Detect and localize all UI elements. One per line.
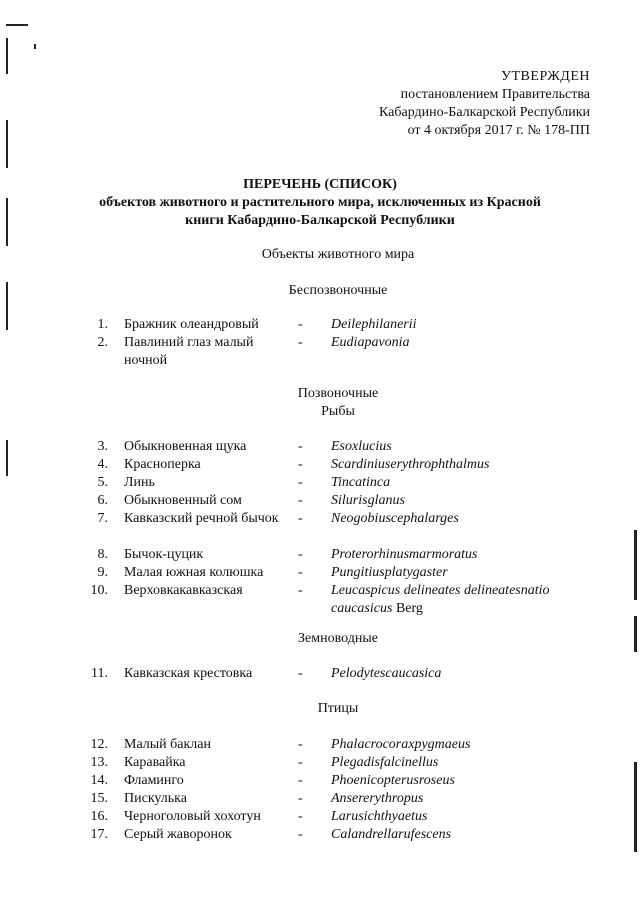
- species-latin-name: [331, 456, 581, 474]
- species-russian-name: Обыкновенная щука: [124, 439, 247, 454]
- species-russian-name: Каравайка: [124, 755, 186, 770]
- species-russian-name: Серый жаворонок: [124, 827, 232, 842]
- latin-text: Eudiapavonia: [331, 335, 410, 350]
- dash-separator: -: [298, 791, 303, 806]
- dash-separator: -: [298, 547, 303, 562]
- approval-line: постановлением Правительства: [400, 87, 590, 102]
- species-row: [0, 456, 640, 474]
- dash-separator: -: [298, 583, 303, 598]
- species-row: [0, 826, 640, 844]
- species-russian-name: Кавказская крестовка: [124, 666, 253, 681]
- latin-text: Esoxlucius: [331, 439, 392, 454]
- latin-text: Tincatinca: [331, 475, 391, 490]
- species-russian-name: Малая южная колюшка: [124, 565, 264, 580]
- title-line: ПЕРЕЧЕНЬ (СПИСОК): [243, 177, 397, 192]
- dash-separator: -: [298, 493, 303, 508]
- species-number: 16.: [90, 809, 108, 824]
- species-latin-name: [331, 754, 581, 772]
- species-latin-name: [331, 736, 581, 754]
- title-line: книги Кабардино-Балкарской Республики: [185, 213, 455, 228]
- species-latin-name: [331, 665, 581, 683]
- species-latin-name: [331, 790, 581, 808]
- latin-text: Phoenicopterusroseus: [331, 773, 455, 788]
- dash-separator: -: [298, 457, 303, 472]
- scan-mark: [6, 120, 8, 168]
- section-heading-vertebrates: Позвоночные: [297, 386, 379, 401]
- species-latin-name: [331, 772, 581, 790]
- species-number: 3.: [97, 439, 108, 454]
- species-latin-name: [331, 546, 581, 564]
- species-number: 9.: [97, 565, 108, 580]
- latin-text: Scardiniuserythrophthalmus: [331, 457, 490, 472]
- species-row: [0, 510, 640, 546]
- approval-stamp: [379, 68, 590, 140]
- species-row: [0, 665, 640, 683]
- title-line: объектов животного и растительного мира, исключенных из Красной: [99, 195, 541, 210]
- species-number: 8.: [97, 547, 108, 562]
- dash-separator: -: [298, 809, 303, 824]
- species-number: 2.: [97, 335, 108, 350]
- dash-separator: -: [298, 475, 303, 490]
- species-latin-name: [331, 808, 581, 826]
- dash-separator: -: [298, 827, 303, 842]
- latin-text: Deilephilanerii: [331, 317, 417, 332]
- species-latin-name: [331, 564, 581, 582]
- latin-text: Silurisglanus: [331, 493, 405, 508]
- species-russian-name: Пискулька: [124, 791, 187, 806]
- species-row: [0, 438, 640, 456]
- species-latin-name: [331, 582, 581, 618]
- approval-line: Кабардино-Балкарской Республики: [379, 105, 590, 120]
- species-russian-name: Кавказский речной бычок: [124, 511, 279, 526]
- species-row: [0, 772, 640, 790]
- species-latin-name: [331, 438, 581, 456]
- species-number: 14.: [90, 773, 108, 788]
- latin-text: Plegadisfalcinellus: [331, 755, 439, 770]
- species-row: [0, 808, 640, 826]
- latin-text: Proterorhinusmarmoratus: [331, 547, 478, 562]
- species-list-birds: [0, 736, 640, 844]
- species-number: 4.: [97, 457, 108, 472]
- scan-mark: [6, 24, 28, 26]
- species-latin-name: [331, 510, 581, 528]
- dash-separator: -: [298, 737, 303, 752]
- dash-separator: -: [298, 335, 303, 350]
- approval-line: от 4 октября 2017 г. № 178-ПП: [407, 123, 590, 138]
- species-number: 11.: [91, 666, 108, 681]
- species-russian-name: Фламинго: [124, 773, 184, 788]
- species-russian-name: Малый баклан: [124, 737, 212, 752]
- latin-text: Leucaspicus delineates delineatesnatio caucasicus: [331, 583, 550, 616]
- species-russian-name: Бражник олеандровый: [124, 317, 259, 332]
- dash-separator: -: [298, 511, 303, 526]
- dash-separator: -: [298, 317, 303, 332]
- approval-title: УТВЕРЖДЕН: [501, 69, 590, 84]
- latin-text: Pungitiusplatygaster: [331, 565, 448, 580]
- dash-separator: -: [298, 773, 303, 788]
- latin-text: Ansererythropus: [331, 791, 424, 806]
- scan-mark: [6, 38, 8, 74]
- species-russian-name: Черноголовый хохотун: [124, 809, 261, 824]
- latin-text: Neogobiuscephalarges: [331, 511, 459, 526]
- species-row: [0, 582, 640, 618]
- latin-text: Phalacrocoraxpygmaeus: [331, 737, 471, 752]
- species-latin-name: [331, 334, 581, 352]
- section-heading-fish: Рыбы: [321, 404, 355, 419]
- section-heading-fauna: Объекты животного мира: [261, 247, 415, 262]
- latin-text: Calandrellarufescens: [331, 827, 452, 842]
- species-number: 5.: [97, 475, 108, 490]
- species-list-fish: [0, 438, 640, 618]
- species-russian-name: Обыкновенный сом: [124, 493, 242, 508]
- species-number: 10.: [90, 583, 108, 598]
- species-row: [0, 754, 640, 772]
- species-row: [0, 546, 640, 564]
- species-russian-name: Красноперка: [124, 457, 201, 472]
- section-heading-birds: Птицы: [317, 701, 359, 716]
- document-title: [0, 176, 640, 230]
- dash-separator: -: [298, 439, 303, 454]
- section-heading-invertebrates: Беспозвоночные: [288, 283, 388, 298]
- species-number: 17.: [90, 827, 108, 842]
- species-list-amphibians: [0, 665, 640, 683]
- species-latin-name: [331, 316, 581, 334]
- species-russian-name: Бычок-цуцик: [124, 547, 204, 562]
- scan-mark: [34, 44, 36, 49]
- species-row: [0, 564, 640, 582]
- species-number: 7.: [97, 511, 108, 526]
- section-heading-amphibians: Земноводные: [298, 631, 378, 646]
- species-russian-name: Павлиний глаз малый ночной: [124, 335, 254, 368]
- latin-text: Larusichthyaetus: [331, 809, 428, 824]
- dash-separator: -: [298, 666, 303, 681]
- species-row: [0, 790, 640, 808]
- species-row: [0, 316, 640, 334]
- species-row: [0, 736, 640, 754]
- species-number: 15.: [90, 791, 108, 806]
- species-author: Berg: [395, 601, 423, 616]
- species-list-invertebrates: [0, 316, 640, 370]
- species-row: [0, 474, 640, 492]
- dash-separator: -: [298, 565, 303, 580]
- latin-text: Pelodytescaucasica: [331, 666, 442, 681]
- species-latin-name: [331, 474, 581, 492]
- species-number: 13.: [90, 755, 108, 770]
- species-row: [0, 492, 640, 510]
- dash-separator: -: [298, 755, 303, 770]
- species-number: 12.: [90, 737, 108, 752]
- species-row: [0, 334, 640, 370]
- species-latin-name: [331, 492, 581, 510]
- species-number: 6.: [97, 493, 108, 508]
- species-russian-name: Верховкакавказская: [124, 583, 243, 598]
- species-russian-name: Линь: [124, 475, 155, 490]
- species-latin-name: [331, 826, 581, 844]
- species-number: 1.: [97, 317, 108, 332]
